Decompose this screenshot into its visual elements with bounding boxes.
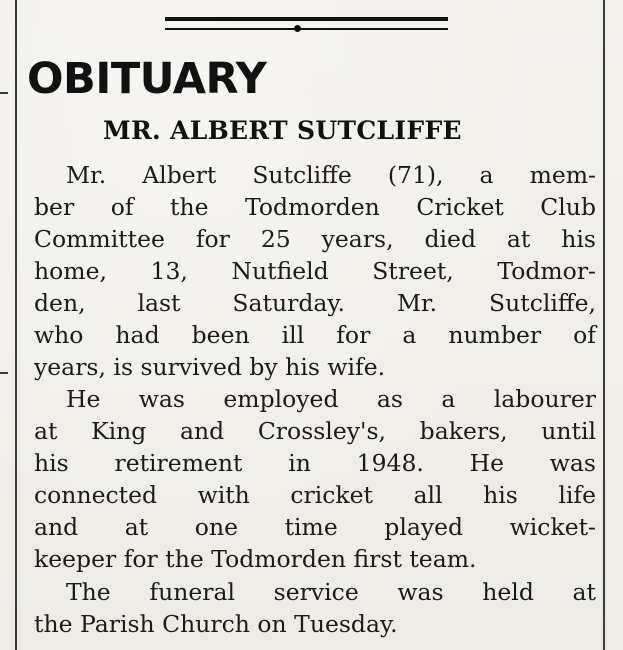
right-column-rule [603,0,605,650]
text-line: years, is survived by his wife. [34,353,386,381]
ornamental-rule-top [165,17,448,21]
text-line: home, 13, Nutfield Street, Todmor- [34,257,596,285]
text-line: connected with cricket all his life [34,481,596,509]
text-line: the Parish Church on Tuesday. [34,610,398,638]
text-line: He was employed as a labourer [66,385,596,413]
section-heading: OBITUARY [27,54,267,104]
text-line: Mr. Albert Sutcliffe (71), a mem- [66,161,596,189]
text-line: keeper for the Todmorden first team. [34,545,477,573]
text-line: den, last Saturday. Mr. Sutcliffe, [34,289,596,317]
ornamental-rule-dot [294,25,301,32]
text-line: The funeral service was held at [66,578,596,606]
deceased-name-heading: MR. ALBERT SUTCLIFFE [103,116,462,145]
ornamental-rule-bottom [165,28,448,30]
left-column-rule [15,0,17,650]
text-line: who had been ill for a number of [34,321,596,349]
text-line: Committee for 25 years, died at his [34,225,596,253]
text-line: at King and Crossley's, bakers, until [34,417,596,445]
left-rule-tick [0,92,8,94]
left-rule-tick [0,372,8,374]
text-line: and at one time played wicket- [34,513,596,541]
text-line: his retirement in 1948. He was [34,449,596,477]
text-line: ber of the Todmorden Cricket Club [34,193,596,221]
